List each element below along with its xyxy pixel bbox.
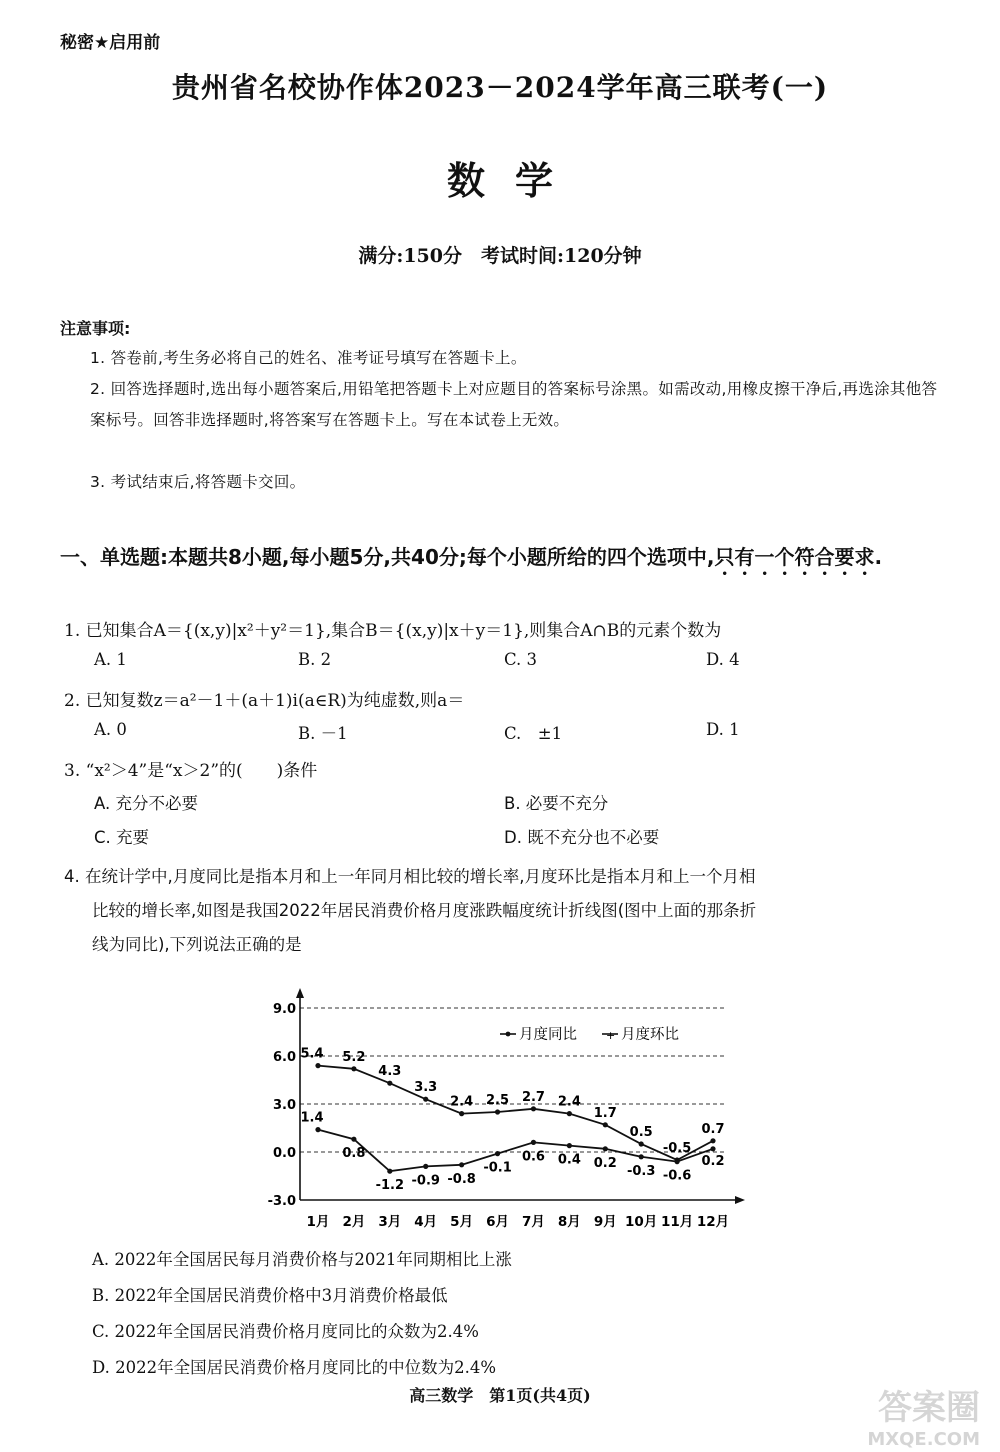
chart-svg <box>255 988 755 1233</box>
watermark-text: 答案圈 <box>878 1388 980 1428</box>
notes-heading: 注意事项: <box>60 319 131 338</box>
x-tick-label: 10月 <box>625 1214 658 1230</box>
legend-label: 月度环比 <box>621 1027 679 1043</box>
watermark-url: MXQE.COM <box>867 1429 980 1450</box>
data-point <box>674 1159 679 1164</box>
option-d: D. 4 <box>706 650 740 669</box>
series-line <box>318 1066 713 1160</box>
x-tick-label: 11月 <box>660 1214 694 1230</box>
data-label: 5.4 <box>300 1046 324 1062</box>
data-label: 0.6 <box>521 1149 545 1165</box>
question-3-options <box>94 790 954 860</box>
legend-marker: + <box>606 1029 616 1042</box>
option-d: D. 既不充分也不必要 <box>504 828 660 847</box>
x-tick-label: 3月 <box>378 1214 402 1230</box>
note-item <box>60 467 950 498</box>
data-point <box>495 1151 500 1156</box>
option-b: B. 2 <box>298 650 332 669</box>
legend-marker <box>506 1032 511 1037</box>
x-tick-label: 12月 <box>696 1214 730 1230</box>
x-tick-label: 7月 <box>522 1214 545 1230</box>
question-stem-line: 线为同比),下列说法正确的是 <box>92 935 302 954</box>
subject-title: 数学 <box>446 158 583 203</box>
option-a: A. 2022年全国居民每月消费价格与2021年同期相比上涨 <box>92 1250 512 1269</box>
data-point <box>423 1097 428 1102</box>
section-heading <box>60 540 960 580</box>
data-label: -0.6 <box>662 1168 692 1184</box>
data-point <box>567 1111 572 1116</box>
data-point <box>531 1140 536 1145</box>
data-label: 5.2 <box>342 1049 366 1065</box>
data-point <box>423 1164 428 1169</box>
data-point <box>567 1143 572 1148</box>
question-1 <box>64 614 964 648</box>
option-b: B. －1 <box>298 724 348 743</box>
y-axis-arrow <box>296 988 304 998</box>
data-label: 2.4 <box>450 1094 474 1110</box>
section-title: 一、单选题:本题共8小题,每小题5分,共40分;每个小题所给的四个选项中, <box>60 545 715 569</box>
data-label: 0.8 <box>342 1146 366 1162</box>
question-stem-line: 4. 在统计学中,月度同比是指本月和上一年同月相比较的增长率,月度环比是指本月和上一个月相 <box>64 867 756 886</box>
note-item <box>60 343 950 374</box>
data-label: 3.3 <box>414 1080 438 1096</box>
data-label: -0.1 <box>483 1160 512 1176</box>
data-label: 2.5 <box>486 1093 510 1108</box>
question-stem-line: 比较的增长率,如图是我国2022年居民消费价格月度涨跌幅度统计折线图(图中上面的那条折 <box>92 901 757 920</box>
x-tick-label: 5月 <box>450 1214 474 1230</box>
cpi-line-chart <box>255 988 755 1233</box>
option-d: D. 1 <box>706 720 740 739</box>
question-2-options <box>94 720 954 750</box>
data-label: 0.2 <box>593 1155 617 1171</box>
section-emphasis: 只有一个符合要求 <box>714 545 875 569</box>
option-c: C. 3 <box>504 650 538 669</box>
data-label: -0.3 <box>626 1163 656 1179</box>
data-point <box>459 1111 464 1116</box>
data-point <box>603 1146 608 1151</box>
data-label: -1.2 <box>375 1178 405 1194</box>
data-label: -0.9 <box>411 1173 440 1189</box>
question-3 <box>64 754 964 788</box>
x-tick-label: 9月 <box>593 1214 617 1230</box>
data-point <box>315 1127 320 1132</box>
x-tick-label: 4月 <box>414 1214 438 1230</box>
confidential-label: 秘密★启用前 <box>60 33 161 53</box>
question-stem: 3. “x²＞4”是“x＞2”的( )条件 <box>64 761 318 781</box>
option-c: C. 充要 <box>94 828 150 847</box>
data-label: 2.4 <box>557 1094 581 1110</box>
data-label: 0.5 <box>629 1125 653 1140</box>
data-point <box>351 1066 356 1071</box>
data-label: 4.3 <box>378 1064 402 1080</box>
option-c: C. ±1 <box>504 724 563 743</box>
question-1-options <box>94 650 954 680</box>
x-tick-label: 8月 <box>557 1214 581 1230</box>
data-label: 0.4 <box>557 1152 581 1168</box>
data-label: -0.5 <box>662 1141 692 1156</box>
data-label: 2.7 <box>521 1089 545 1105</box>
data-point <box>639 1154 644 1159</box>
data-point <box>710 1146 715 1151</box>
note-text: 2. 回答选择题时,选出每小题答案后,用铅笔把答题卡上对应题目的答案标号涂黑。如需改动,用橡皮擦干净后,再选涂其他答案标号。回答非选择题时,将答案写在答题卡上。写在本试卷上无效。 <box>90 380 938 429</box>
data-point <box>387 1169 392 1174</box>
note-text: 3. 考试结束后,将答题卡交回。 <box>90 473 306 491</box>
x-axis-arrow <box>735 1196 745 1204</box>
legend-label: 月度同比 <box>519 1027 577 1043</box>
note-text: 1. 答卷前,考生务必将自己的姓名、准考证号填写在答题卡上。 <box>90 349 527 367</box>
data-label: 1.4 <box>300 1110 324 1126</box>
data-label: 1.7 <box>593 1105 617 1121</box>
question-4-options <box>92 1242 952 1386</box>
option-b: B. 必要不充分 <box>504 794 609 813</box>
question-stem: 2. 已知复数z＝a²－1＋(a＋1)i(a∈R)为纯虚数,则a＝ <box>64 691 465 711</box>
data-point <box>315 1063 320 1068</box>
data-point <box>459 1162 464 1167</box>
question-stem: 1. 已知集合A＝{(x,y)|x²＋y²＝1},集合B＝{(x,y)|x＋y＝1},则集合A∩B的元素个数为 <box>64 621 722 641</box>
watermark-logo <box>860 1380 980 1450</box>
data-point <box>710 1138 715 1143</box>
data-label: -0.8 <box>447 1171 476 1187</box>
exam-title: 贵州省名校协作体2023－2024学年高三联考(一) <box>171 71 829 104</box>
question-4 <box>64 860 964 962</box>
y-tick-label: 0.0 <box>272 1146 296 1161</box>
score-info: 满分:150分 考试时间:120分钟 <box>358 245 642 267</box>
data-point <box>387 1081 392 1086</box>
page-footer: 高三数学 第1页(共4页) <box>409 1386 591 1405</box>
x-tick-label: 6月 <box>486 1214 509 1230</box>
data-point <box>603 1122 608 1127</box>
y-tick-label: 9.0 <box>272 1002 296 1017</box>
y-tick-label: -3.0 <box>267 1194 296 1209</box>
option-a: A. 0 <box>94 720 127 739</box>
option-c: C. 2022年全国居民消费价格月度同比的众数为2.4% <box>92 1322 479 1341</box>
data-point <box>351 1137 356 1142</box>
data-point <box>639 1141 644 1146</box>
option-d: D. 2022年全国居民消费价格月度同比的中位数为2.4% <box>92 1358 497 1377</box>
data-point <box>495 1109 500 1114</box>
y-tick-label: 3.0 <box>272 1098 296 1113</box>
section-title-end: . <box>874 545 883 569</box>
x-tick-label: 2月 <box>342 1214 366 1230</box>
data-label: 0.7 <box>701 1121 725 1137</box>
note-item <box>60 374 950 436</box>
data-point <box>531 1106 536 1111</box>
question-2 <box>64 684 964 718</box>
data-label: 0.2 <box>701 1153 725 1169</box>
x-tick-label: 1月 <box>306 1214 330 1230</box>
option-a: A. 充分不必要 <box>94 794 198 813</box>
y-tick-label: 6.0 <box>272 1050 296 1065</box>
option-a: A. 1 <box>94 650 127 669</box>
option-b: B. 2022年全国居民消费价格中3月消费价格最低 <box>92 1286 448 1305</box>
